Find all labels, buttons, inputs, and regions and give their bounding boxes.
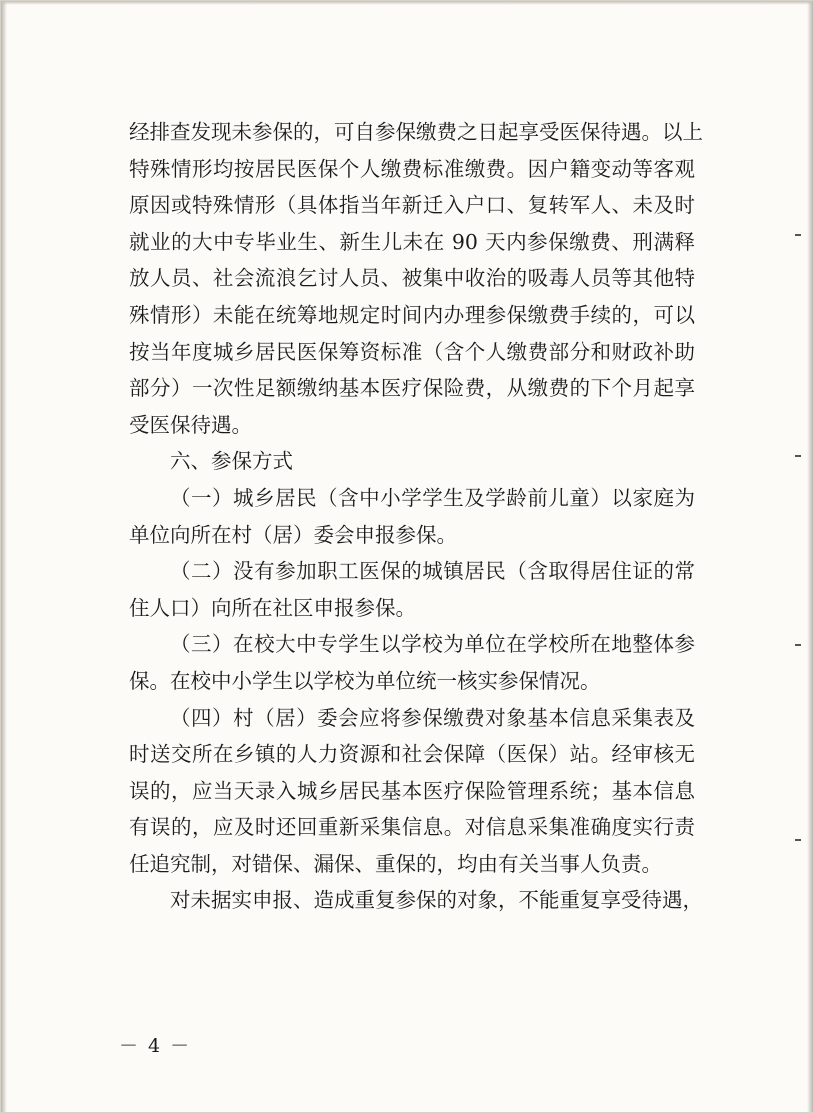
section-heading: 六、参保方式 <box>170 449 293 474</box>
text-line: 殊情形）未能在统筹地规定时间内办理参保缴费手续的，可以 <box>129 302 695 327</box>
text-line: 特殊情形均按居民医保个人缴费标准缴费。因户籍变动等客观 <box>129 156 695 181</box>
text-line: 经排查发现未参保的，可自参保缴费之日起享受医保待遇。以上 <box>129 120 703 144</box>
edge-mark <box>795 644 801 646</box>
text-line: （三）在校大中专学生以学校为单位在学校所在地整体参 <box>170 632 695 657</box>
text-line: （二）没有参加职工医保的城镇居民（含取得居住证的常 <box>170 559 695 584</box>
text-line: （一）城乡居民（含中小学学生及学龄前儿童）以家庭为 <box>170 485 695 510</box>
text-line: 时送交所在乡镇的人力资源和社会保障（医保）站。经审核无 <box>129 742 695 767</box>
text-line: 放人员、社会流浪乞讨人员、被集中收治的吸毒人员等其他特 <box>129 266 695 291</box>
text-line: （四）村（居）委会应将参保缴费对象基本信息采集表及 <box>170 705 695 730</box>
edge-mark <box>795 455 801 457</box>
text-line: 原因或特殊情形（具体指当年新迁入户口、复转军人、未及时 <box>129 193 695 218</box>
text-line: 住人口）向所在社区申报参保。 <box>129 595 416 620</box>
text-line: 按当年度城乡居民医保筹资标准（含个人缴费部分和财政补助 <box>129 339 695 364</box>
text-line: 受医保待遇。 <box>129 412 252 437</box>
text-line: 任追究制，对错保、漏保、重保的，均由有关当事人负责。 <box>129 851 662 876</box>
edge-mark <box>795 234 801 236</box>
page-number: － 4 － <box>119 1035 192 1057</box>
scan-edge-top <box>1 1 813 5</box>
scan-edge-left <box>1 1 7 1112</box>
text-line: 误的，应当天录入城乡居民基本医疗保险管理系统；基本信息 <box>129 778 695 803</box>
document-body <box>129 114 703 919</box>
text-line: 就业的大中专毕业生、新生儿未在 90 天内参保缴费、刑满释 <box>129 229 695 254</box>
scan-edge-right <box>807 1 813 1112</box>
text-line: 对未据实申报、造成重复参保的对象，不能重复享受待遇， <box>170 888 703 913</box>
text-line: 单位向所在村（居）委会申报参保。 <box>129 522 457 547</box>
text-line: 保。在校中小学生以学校为单位统一核实参保情况。 <box>129 668 601 693</box>
edge-mark <box>795 839 801 841</box>
text-line: 有误的，应及时还回重新采集信息。对信息采集准确度实行责 <box>129 815 695 840</box>
text-line: 部分）一次性足额缴纳基本医疗保险费，从缴费的下个月起享 <box>129 376 695 401</box>
